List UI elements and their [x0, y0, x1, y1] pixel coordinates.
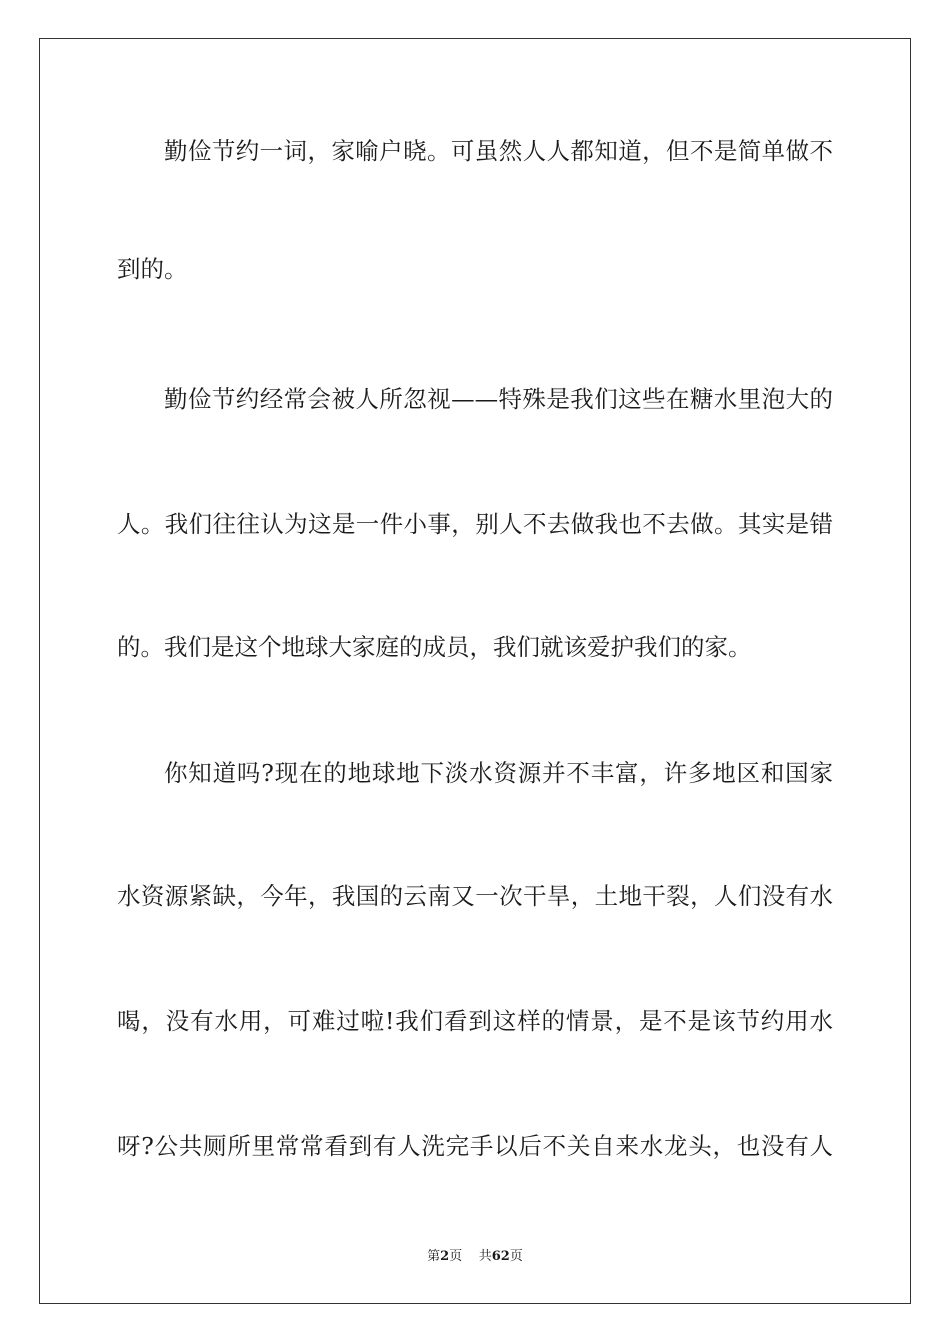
paragraph-3-line-4: 呀?公共厕所里常常看到有人洗完手以后不关自来水龙头，也没有人: [117, 1132, 833, 1160]
page-number-prefix: 第: [427, 1249, 441, 1264]
paragraph-1-line-1: 勤俭节约一词，家喻户晓。可虽然人人都知道，但不是简单做不: [164, 137, 833, 165]
page-total-count: 62: [491, 1249, 510, 1264]
paragraph-3-line-3: 喝，没有水用，可难过啦!我们看到这样的情景，是不是该节约用水: [117, 1007, 833, 1035]
page-total-prefix: 共: [478, 1249, 492, 1264]
paragraph-1-line-2: 到的。: [117, 255, 188, 283]
paragraph-2-line-3: 的。我们是这个地球大家庭的成员，我们就该爱护我们的家。: [117, 633, 752, 661]
page-total-suffix: 页: [509, 1249, 523, 1264]
paragraph-2-line-2: 人。我们往往认为这是一件小事，别人不去做我也不去做。其实是错: [117, 510, 833, 538]
paragraph-3-line-1: 你知道吗?现在的地球地下淡水资源并不丰富，许多地区和国家: [164, 759, 833, 787]
paragraph-2-line-1: 勤俭节约经常会被人所忽视——特殊是我们这些在糖水里泡大的: [164, 385, 833, 413]
page-footer: [0, 1248, 950, 1266]
page-number-current: 2: [440, 1249, 450, 1264]
page-number-suffix: 页: [449, 1249, 463, 1264]
page-border: [39, 38, 911, 1304]
paragraph-3-line-2: 水资源紧缺，今年，我国的云南又一次干旱，土地干裂，人们没有水: [117, 882, 833, 910]
